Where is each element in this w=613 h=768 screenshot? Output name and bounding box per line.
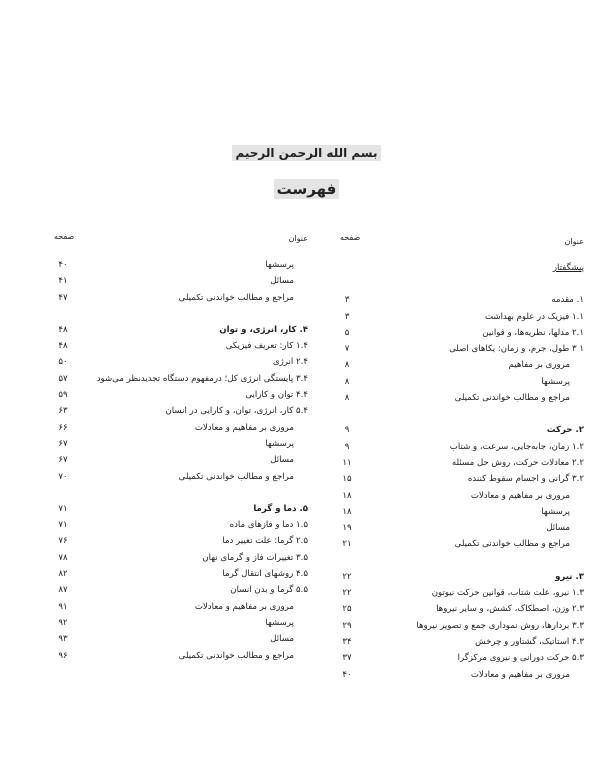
group-spacer [12,306,308,322]
toc-entry-page: ۵۷ [58,373,68,384]
toc-entry-title: ۲.۳ وزن، اصطکاک، کشش، و سایر نیروها [436,604,584,615]
toc-entry-title: پرسشها [265,260,294,270]
toc-entry-page: ۳ [344,295,350,306]
toc-entry-page: ۲۹ [342,620,352,631]
toc-entry-page: ۷ [344,344,350,355]
toc-entry-page: ۸۲ [58,569,68,580]
toc-entry [300,471,584,487]
toc-entry-title: پیشگفتار [552,263,584,273]
toc-entry-page: ۷۰ [58,471,68,482]
toc-entry-page: ۱۸ [342,506,352,517]
toc-entry [300,488,584,504]
toc-entry-title: مراجع و مطالب خواندنی تکمیلی [178,292,294,303]
toc-entry [300,390,584,406]
toc-entry-title: مراجع و مطالب خواندنی تکمیلی [178,650,294,661]
toc-entry-title: مراجع و مطالب خواندنی تکمیلی [178,471,294,482]
toc-entry-page: ۴۱ [58,276,68,287]
toc-entry-page: ۷۸ [58,552,68,563]
toc-rows [12,257,308,664]
toc-entry-title: ۴.۵ روشهای انتقال گرما [222,569,308,580]
group-spacer [300,406,584,422]
toc-entry [300,585,584,601]
toc-entry [300,374,584,390]
toc-entry-title: مسائل [270,276,294,287]
toc-entry-title: پرسشها [265,617,294,628]
toc-entry [12,354,308,370]
toc-entry-title: مروری بر مفاهیم [508,360,570,371]
toc-entry [12,338,308,354]
toc-entry [12,322,308,338]
toc-entry-page: ۱۵ [342,474,352,485]
toc-entry-title: مراجع و مطالب خواندنی تکمیلی [454,539,570,550]
toc-entry-page: ۹۳ [58,634,68,645]
toc-entry [12,436,308,452]
toc-entry-title: ۵.۳ حرکت دورانی و نیروی مرکزگرا [457,653,584,664]
toc-entry-page: ۱۱ [342,457,352,468]
toc-entry-title: ۱ ۳ طول، جرم، و زمان: یکاهای اصلی [449,344,584,355]
bismillah-text: بسم الله الرحمن الرحیم [232,145,380,161]
toc-entry [12,517,308,533]
toc-entry-title: ۳.۳ بردارها، روش نموداری جمع و تصویر نیروها [416,620,584,631]
toc-entry-title: ۴.۳ استاتیک، گشتاور و چرخش [475,636,584,647]
toc-entry-page: ۹ [344,441,350,452]
toc-entry-page: ۷۱ [58,503,68,514]
toc-entry-page: ۲۲ [342,588,352,599]
toc-entry-page: ۹۲ [58,617,68,628]
toc-entry-page: ۶۷ [58,438,68,449]
toc-entry-title: ۱.۴ کار: تعریف فیزیکی [225,341,308,352]
group-spacer [12,485,308,501]
toc-entry [12,420,308,436]
toc-entry-title: ۵. دما و گرما [253,503,308,514]
toc-entry-title: ۴. کار، انرژی، و توان [219,324,308,335]
toc-entry-title: ۲.۵ گرما: علت تغییر دما [222,536,308,547]
toc-entry-page: ۴۷ [58,292,68,303]
toc-entry-title: پرسشها [541,506,570,517]
title-column-header: عنوان [564,237,584,246]
toc-entry-title: ۴.۴ توان و کارایی [245,390,308,401]
toc-entry-page: ۵۰ [58,357,68,368]
toc-entry-title: مروری بر مفاهیم و معادلات [470,490,570,501]
toc-entry-page: ۸ [344,376,350,387]
toc-entry-title: ۳.۴ پایستگی انرژی کل؛ درمفهوم دستگاه تجدیدنظر می‌شود [96,373,308,384]
toc-entry-page: ۸ [344,360,350,371]
title-column-header: عنوان [288,234,308,243]
toc-entry [300,357,584,373]
toc-entry-title: مسائل [270,455,294,466]
toc-entry [300,634,584,650]
toc-entry-page: ۸۷ [58,585,68,596]
toc-entry [12,533,308,549]
toc-entry-title: مسائل [546,523,570,534]
toc-entry-page: ۷۶ [58,536,68,547]
toc-entry [300,536,584,552]
toc-entry [12,371,308,387]
toc-entry [12,582,308,598]
toc-entry-title: ۱.۱ فیزیک در علوم بهداشت [484,311,584,322]
toc-entry [12,290,308,306]
toc-entry-title: ۲.۴ انرژی [272,357,308,368]
toc-entry-page: ۶۳ [58,406,68,417]
toc-entry [12,566,308,582]
group-spacer [300,553,584,569]
toc-entry-title: پرسشها [265,438,294,449]
page-title [0,180,613,198]
bismillah-heading [0,146,613,160]
page-column-header: صفحه [340,233,361,242]
toc-entry-page: ۸ [344,393,350,404]
toc-entry-page: ۱۸ [342,490,352,501]
toc-entry [300,292,584,308]
toc-entry [12,403,308,419]
toc-entry-page: ۴۰ [58,260,68,270]
toc-rows [300,260,584,683]
toc-entry-title: مروری بر مفاهیم و معادلات [470,669,570,680]
toc-entry [12,648,308,664]
toc-entry [300,439,584,455]
toc-left-column [12,232,308,692]
toc-entry-page: ۳ [344,311,350,322]
toc-entry-title: مروری بر مفاهیم و معادلات [194,601,294,612]
toc-entry-title: ۲.۱ مدلها، نظریه‌ها، و قوانین [482,327,584,338]
toc-entry-page: ۹۱ [58,601,68,612]
toc-entry [300,260,584,276]
toc-entry-page: ۴۰ [342,669,352,680]
toc-entry-page: ۳۴ [342,636,352,647]
toc-entry-title: ۱.۲ زمان، جابه‌جایی، سرعت، و شتاب [449,441,584,452]
toc-entry-page: ۲۵ [342,604,352,615]
toc-entry-page: ۵ [344,327,350,338]
toc-entry [300,650,584,666]
toc-entry-page: ۲۱ [342,539,352,550]
toc-entry-title: ۲. حرکت [546,425,584,436]
toc-entry [12,387,308,403]
toc-entry [12,631,308,647]
toc-entry-title: ۱.۳ نیرو، علت شتاب، قوانین حرکت نیوتون [431,588,584,599]
toc-entry [300,601,584,617]
toc-entry-page: ۴۸ [58,324,68,335]
toc-entry-title: ۳. نیرو [555,571,584,582]
toc-entry-page: ۲۲ [342,571,352,582]
toc-entry [300,569,584,585]
toc-entry [12,501,308,517]
toc-entry-page: ۴۸ [58,341,68,352]
toc-entry [300,504,584,520]
toc-entry [12,599,308,615]
toc-entry [300,422,584,438]
toc-entry-title: ۲.۲ معادلات حرکت، روش حل مسئله [451,457,584,468]
toc-entry [300,455,584,471]
toc-entry-page: ۷۱ [58,520,68,531]
toc-entry-page: ۶۷ [58,455,68,466]
toc-entry [12,550,308,566]
toc-entry-title: پرسشها [541,376,570,387]
page-title-text: فهرست [274,179,340,199]
toc-entry [12,615,308,631]
toc-entry-title: ۳.۵ تغییرات فاز و گرمای نهان [202,552,308,563]
toc-entry [300,341,584,357]
toc-entry-title: ۵.۴ کار، انرژی، توان، و کارایی در انسان [165,406,308,417]
toc-entry-page: ۵۹ [58,390,68,401]
toc-entry [300,667,584,683]
toc-entry [12,452,308,468]
toc-entry-title: مروری بر مفاهیم و معادلات [194,422,294,433]
group-spacer [300,276,584,292]
toc-entry [300,618,584,634]
toc-entry [300,325,584,341]
toc-right-column [300,233,584,703]
toc-entry [12,273,308,289]
toc-entry-page: ۹ [344,425,350,436]
toc-entry-title: ۱. مقدمه [551,295,584,306]
toc-entry-title: مسائل [270,634,294,645]
toc-entry-title: ۱.۵ دما و فازهای ماده [229,520,308,531]
toc-entry-page: ۶۶ [58,422,68,433]
toc-entry-page: ۹۶ [58,650,68,661]
toc-entry-title: ۵.۵ گرما و بدن انسان [230,585,308,596]
toc-entry-page: ۱۹ [342,523,352,534]
toc-entry [12,257,308,273]
toc-entry-page: ۳۷ [342,653,352,664]
toc-entry [300,309,584,325]
page-column-header: صفحه [54,232,75,241]
toc-entry [300,520,584,536]
toc-entry-title: ۳.۲ گرانی و اجسام سقوط کننده [467,474,584,485]
toc-entry [12,469,308,485]
toc-entry-title: مراجع و مطالب خواندنی تکمیلی [454,393,570,404]
